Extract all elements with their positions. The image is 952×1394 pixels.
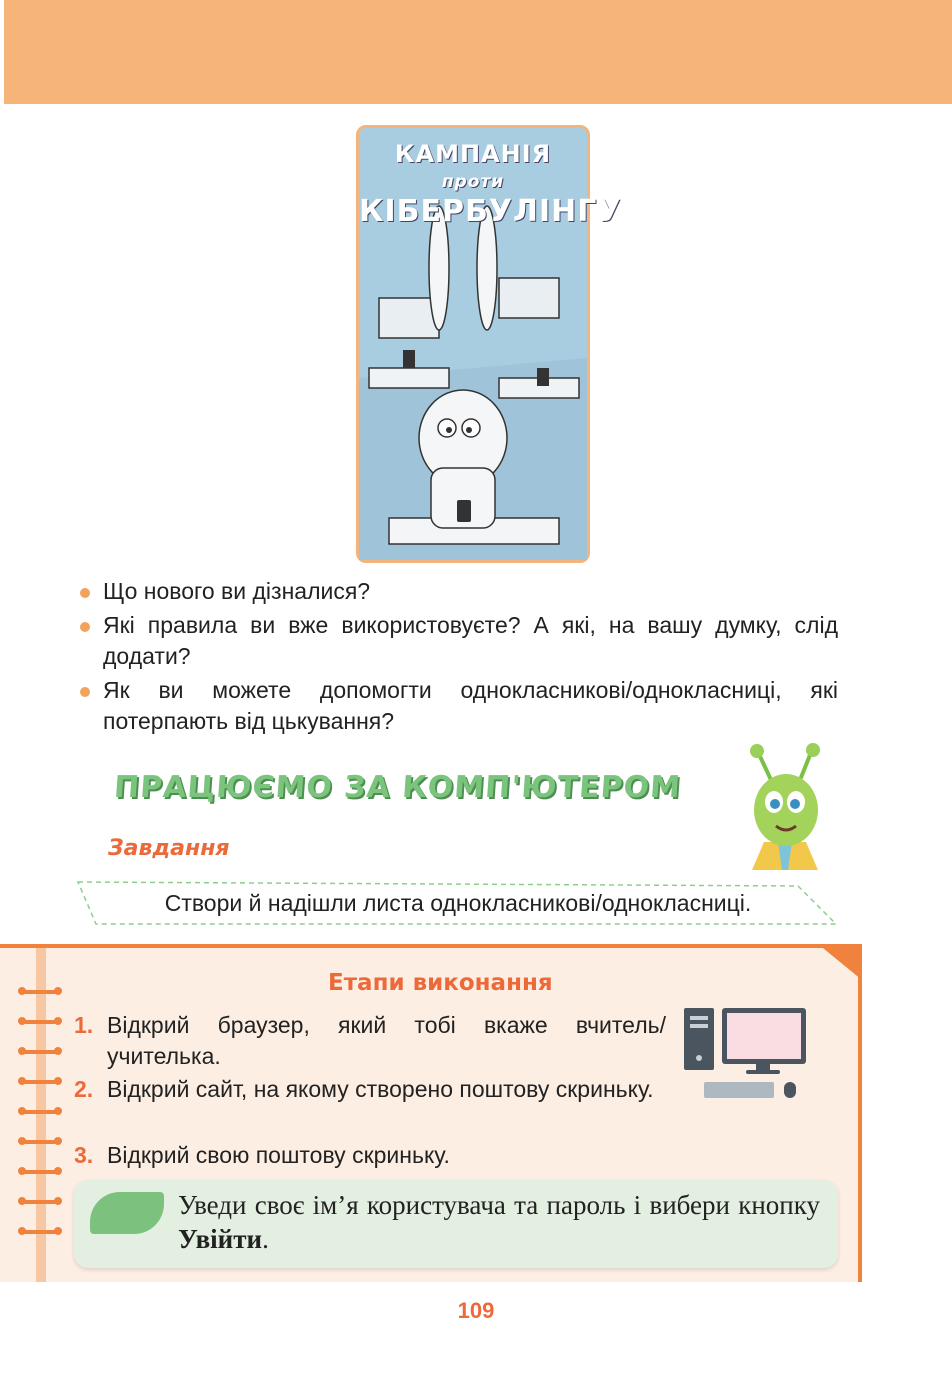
discussion-questions xyxy=(78,576,838,740)
note-text xyxy=(178,1188,820,1256)
step-item xyxy=(74,1140,666,1171)
step-number: 3. xyxy=(74,1142,94,1168)
step-text: Відкрий сайт, на якому створено поштову скриньку. xyxy=(107,1076,654,1102)
binder-ring-icon xyxy=(22,1050,58,1054)
alien-mascot-icon xyxy=(744,742,826,872)
binder-ring-icon xyxy=(22,1230,58,1234)
step-item xyxy=(74,1010,666,1072)
task-box xyxy=(78,880,838,926)
binder-ring-icon xyxy=(22,1020,58,1024)
poster-title-line3: КІБЕРБУЛІНГУ xyxy=(359,194,622,229)
step-number: 2. xyxy=(74,1076,94,1102)
step-text: Відкрий браузер, який тобі вкаже вчитель/ учителька. xyxy=(107,1012,666,1069)
corner-fold xyxy=(818,944,862,980)
step-text: Відкрий свою поштову скриньку. xyxy=(107,1142,450,1168)
task-label: Завдання xyxy=(108,836,230,861)
computer-icon xyxy=(684,1008,806,1104)
bullet-dot-icon xyxy=(80,622,90,632)
question-text: Що нового ви дізналися? xyxy=(103,578,371,604)
step-item xyxy=(74,1074,666,1105)
task-text: Створи й надішли листа однокласникові/однокласниці. xyxy=(164,890,752,916)
header-band xyxy=(4,0,952,104)
note-text-main: Уведи своє ім’я користувача та пароль і вибери кнопку xyxy=(178,1190,820,1220)
bullet-dot-icon xyxy=(80,687,90,697)
binder-ring-icon xyxy=(22,1140,58,1144)
steps-title: Етапи виконання xyxy=(328,970,553,996)
poster-title-line1: КАМПАНІЯ xyxy=(394,140,552,168)
instruction-note xyxy=(74,1180,838,1268)
question-text: Як ви можете допомогти однокласникові/однокласниці, які потерпають від цькування? xyxy=(103,677,838,734)
question-text: Які правила ви вже використовуєте? А які, на вашу думку, слід додати? xyxy=(103,612,838,669)
binder-ring-icon xyxy=(22,1170,58,1174)
poster-title-line2: проти xyxy=(441,172,505,192)
poster-illustration xyxy=(359,128,622,560)
leaf-icon xyxy=(90,1192,164,1234)
question-item xyxy=(78,576,838,607)
binder-ring-icon xyxy=(22,1110,58,1114)
steps-panel xyxy=(0,944,862,1282)
bullet-dot-icon xyxy=(80,588,90,598)
section-title: ПРАЦЮЄМО ЗА КОМП'ЮТЕРОМ xyxy=(112,770,683,805)
campaign-poster-image xyxy=(356,125,622,563)
binder-ring-icon xyxy=(22,1200,58,1204)
note-text-end: . xyxy=(262,1224,269,1254)
login-button-name: Увійти xyxy=(178,1224,263,1254)
question-item xyxy=(78,610,838,672)
binder-ring-icon xyxy=(22,990,58,994)
question-item xyxy=(78,675,838,737)
page-number: 109 xyxy=(457,1298,495,1323)
binder-ring-icon xyxy=(22,1080,58,1084)
step-number: 1. xyxy=(74,1012,94,1038)
